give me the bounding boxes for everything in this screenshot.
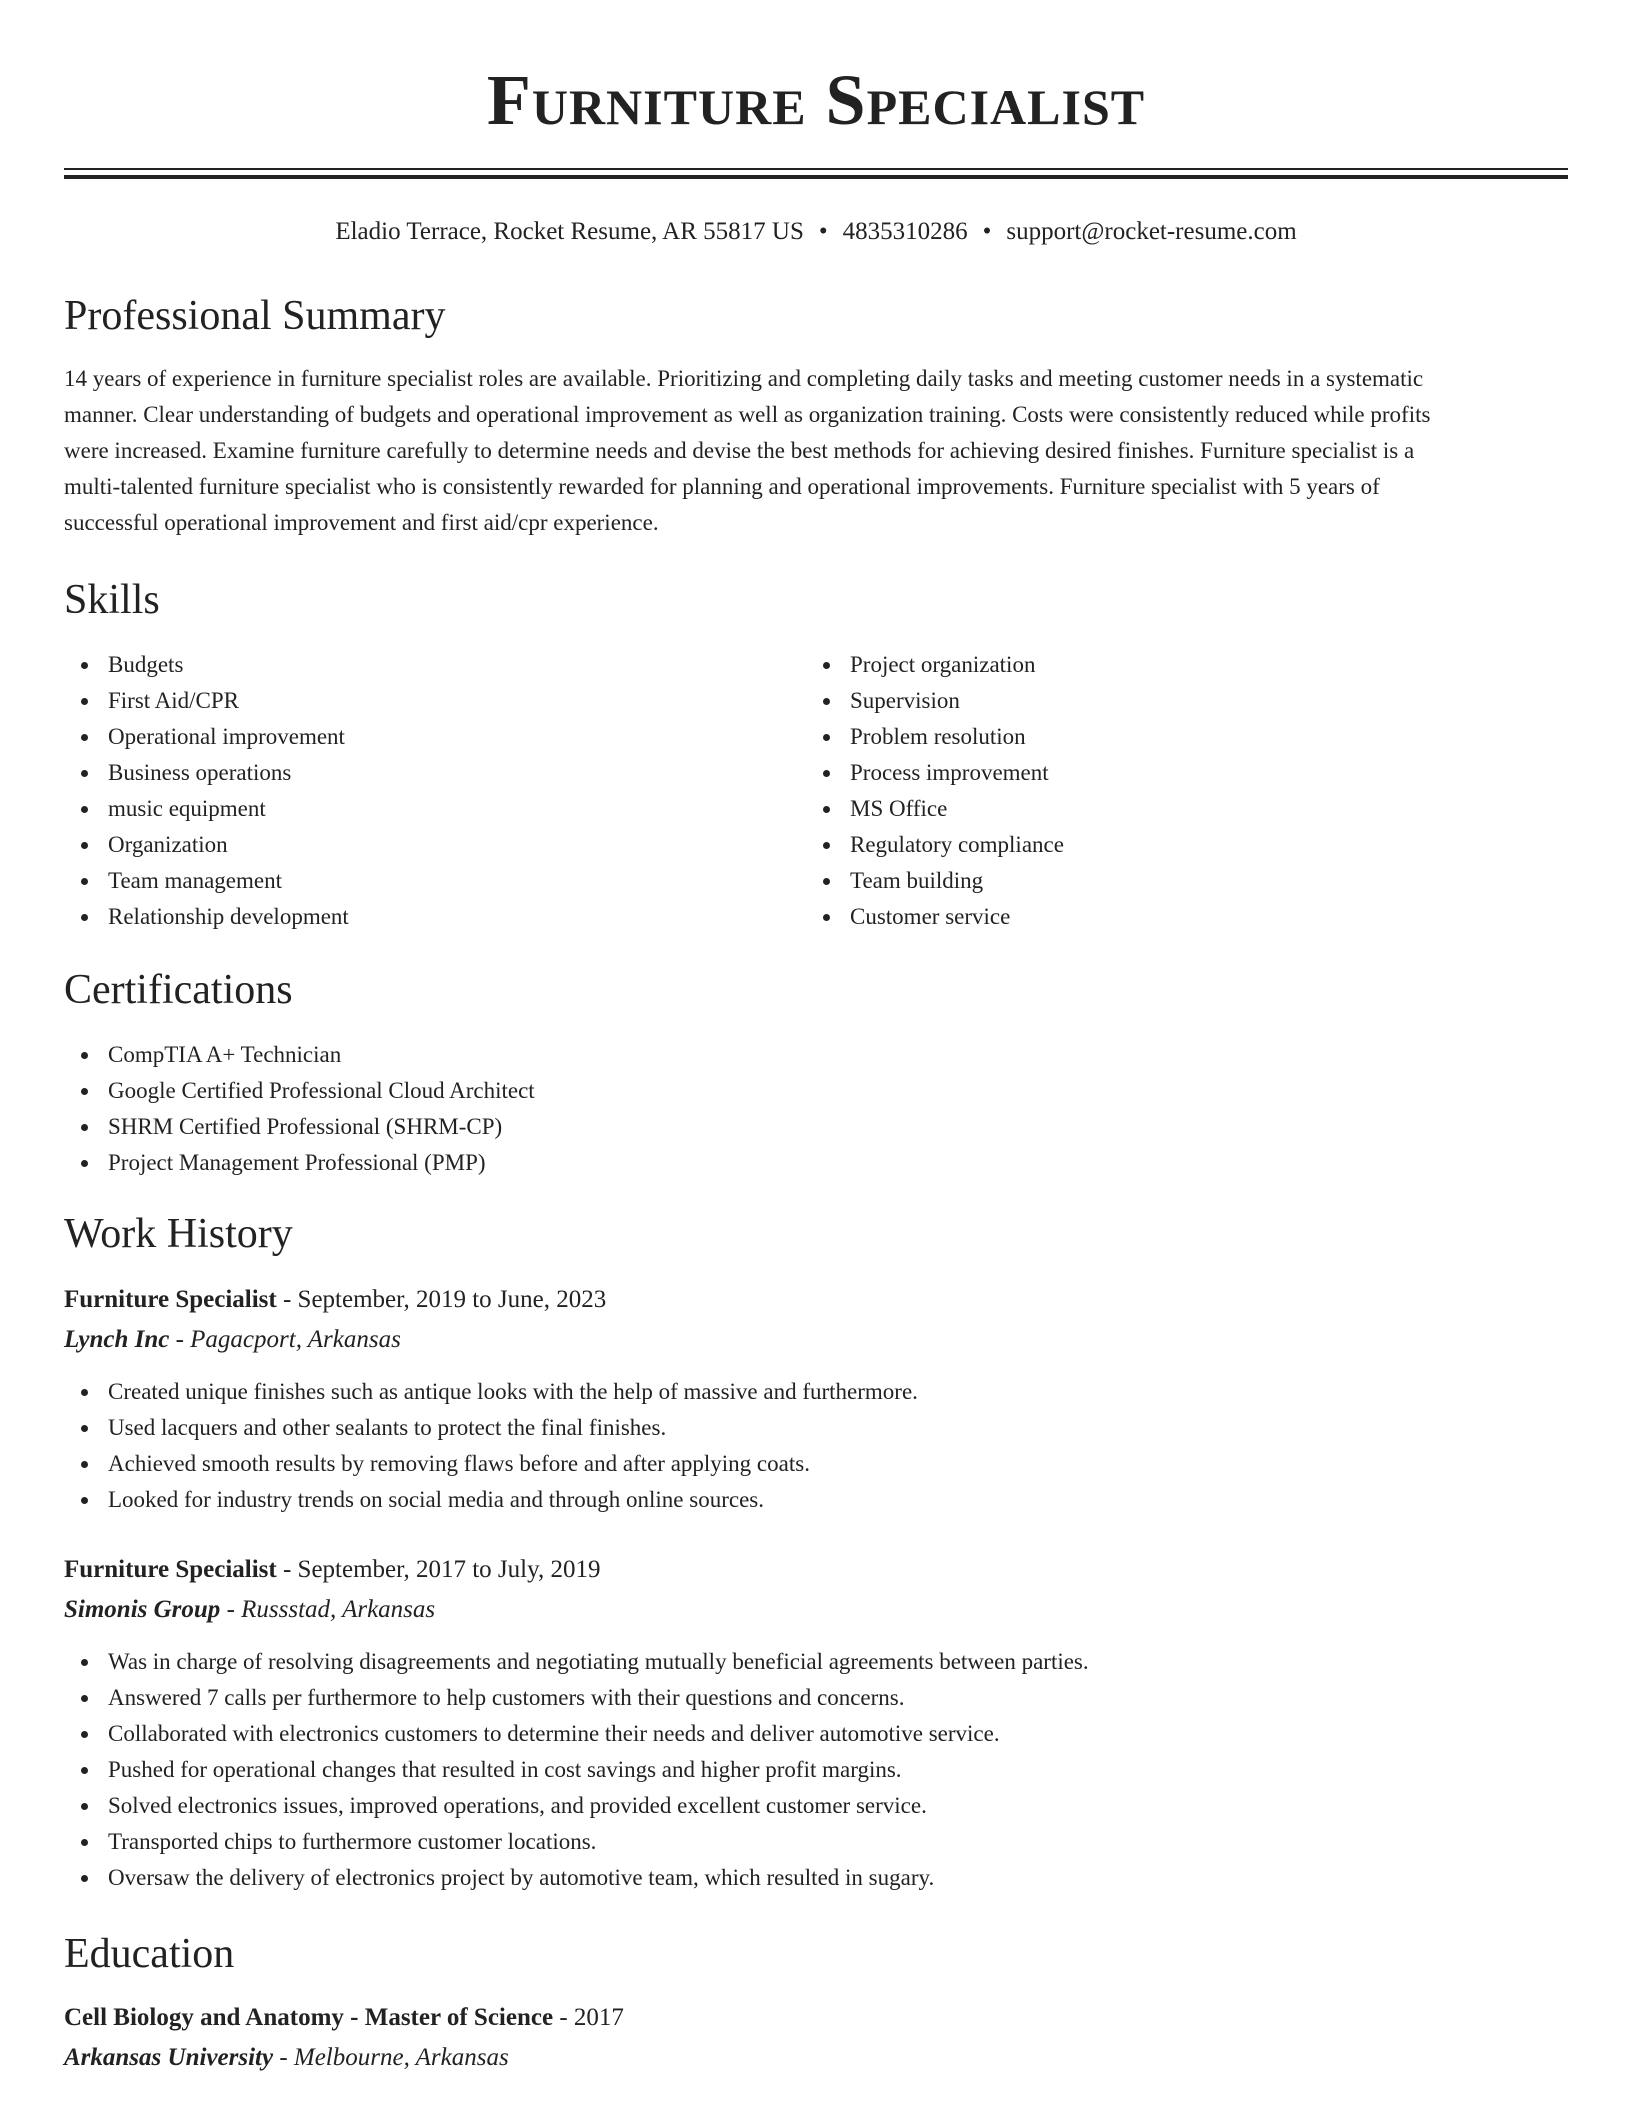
education-degree: Cell Biology and Anatomy - Master of Science <box>64 2004 554 2031</box>
skill-item: music equipment <box>64 791 349 827</box>
job-title-line <box>64 1552 600 1588</box>
summary-line: manner. Clear understanding of budgets and operational improvement as well as organization training. Costs were consistently reduced while profits <box>64 402 1431 427</box>
contact-email: support@rocket-resume.com <box>1006 218 1297 245</box>
skill-item: Customer service <box>806 899 1064 935</box>
summary-line: were increased. Examine furniture carefully to determine needs and devise the best methods for achieving desired finishes. Furniture specialist is a <box>64 438 1415 463</box>
education-school: Arkansas University <box>64 2044 274 2071</box>
education-year: - 2017 <box>553 2004 624 2031</box>
contact-separator: • <box>818 218 828 245</box>
education-school-line <box>64 2040 509 2076</box>
job-location: - Russstad, Arkansas <box>220 1596 436 1623</box>
contact-line <box>0 214 1632 250</box>
skill-item: MS Office <box>806 791 1064 827</box>
job-bullet: Created unique finishes such as antique looks with the help of massive and furthermore. <box>64 1374 918 1410</box>
job-company-line <box>64 1592 435 1628</box>
skill-item: Regulatory compliance <box>806 827 1064 863</box>
certification-item: Project Management Professional (PMP) <box>64 1145 535 1181</box>
work-history-heading: Work History <box>64 1211 293 1257</box>
summary-line: successful operational improvement and first aid/cpr experience. <box>64 510 659 535</box>
job-company: Lynch Inc <box>64 1326 170 1353</box>
job-bullet: Answered 7 calls per furthermore to help customers with their questions and concerns. <box>64 1680 1089 1716</box>
certifications-heading: Certifications <box>64 967 293 1013</box>
resume-title: Furniture Specialist <box>486 60 1146 140</box>
job-bullet: Used lacquers and other sealants to protect the final finishes. <box>64 1410 918 1446</box>
skill-item: Operational improvement <box>64 719 349 755</box>
job-bullet: Collaborated with electronics customers to determine their needs and deliver automotive service. <box>64 1716 1089 1752</box>
skill-item: Team building <box>806 863 1064 899</box>
job-bullets <box>64 1374 918 1518</box>
job-location: - Pagacport, Arkansas <box>169 1326 401 1353</box>
skill-item: Supervision <box>806 683 1064 719</box>
skills-heading: Skills <box>64 577 160 623</box>
job-bullet: Was in charge of resolving disagreements and negotiating mutually beneficial agreements between parties. <box>64 1644 1089 1680</box>
education-location: - Melbourne, Arkansas <box>273 2044 509 2071</box>
skill-item: Relationship development <box>64 899 349 935</box>
skill-item: Organization <box>64 827 349 863</box>
job-bullet: Achieved smooth results by removing flaws before and after applying coats. <box>64 1446 918 1482</box>
skill-item: Budgets <box>64 647 349 683</box>
certification-item: Google Certified Professional Cloud Architect <box>64 1073 535 1109</box>
contact-phone: 4835310286 <box>842 218 968 245</box>
job-bullets <box>64 1644 1089 1896</box>
job-company-line <box>64 1322 401 1358</box>
job-dates: - September, 2019 to June, 2023 <box>276 1286 607 1313</box>
certification-item: SHRM Certified Professional (SHRM-CP) <box>64 1109 535 1145</box>
skills-list-right <box>806 647 1064 935</box>
skill-item: Team management <box>64 863 349 899</box>
job-bullet: Looked for industry trends on social media and through online sources. <box>64 1482 918 1518</box>
summary-heading: Professional Summary <box>64 293 446 339</box>
summary-line: 14 years of experience in furniture specialist roles are available. Prioritizing and completing daily tasks and meeting customer needs in a systematic <box>64 366 1424 391</box>
job-bullet: Oversaw the delivery of electronics project by automotive team, which resulted in sugary. <box>64 1860 1089 1896</box>
contact-address: Eladio Terrace, Rocket Resume, AR 55817 US <box>335 218 804 245</box>
contact-separator: • <box>982 218 992 245</box>
job-title: Furniture Specialist <box>64 1556 277 1583</box>
skill-item: Process improvement <box>806 755 1064 791</box>
job-bullet: Pushed for operational changes that resulted in cost savings and higher profit margins. <box>64 1752 1089 1788</box>
job-title: Furniture Specialist <box>64 1286 277 1313</box>
title-divider-thick <box>64 175 1568 179</box>
job-company: Simonis Group <box>64 1596 221 1623</box>
summary-line: multi-talented furniture specialist who is consistently rewarded for planning and operational improvements. Furniture specialist with 5 years of <box>64 474 1380 499</box>
education-heading: Education <box>64 1931 235 1977</box>
job-bullet: Transported chips to furthermore customer locations. <box>64 1824 1089 1860</box>
education-degree-line <box>64 2000 624 2036</box>
skill-item: Business operations <box>64 755 349 791</box>
skill-item: Problem resolution <box>806 719 1064 755</box>
job-bullet: Solved electronics issues, improved operations, and provided excellent customer service. <box>64 1788 1089 1824</box>
certification-item: CompTIA A+ Technician <box>64 1037 535 1073</box>
job-dates: - September, 2017 to July, 2019 <box>276 1556 601 1583</box>
skill-item: Project organization <box>806 647 1064 683</box>
job-title-line <box>64 1282 606 1318</box>
title-divider-thin <box>64 168 1568 170</box>
summary-paragraph <box>64 361 1568 541</box>
skills-list-left <box>64 647 349 935</box>
skill-item: First Aid/CPR <box>64 683 349 719</box>
certifications-list <box>64 1037 535 1181</box>
